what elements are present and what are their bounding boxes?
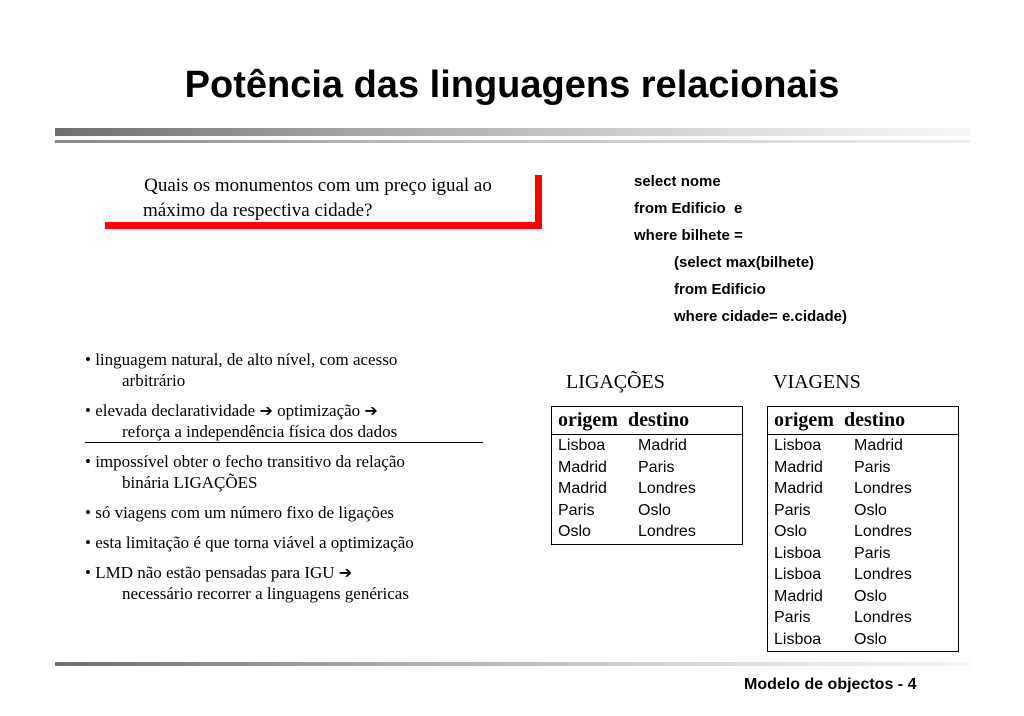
destino-cell: Oslo bbox=[854, 501, 887, 519]
slide-title: Potência das linguagens relacionais bbox=[184, 64, 840, 106]
bullet-item: • só viagens com um número fixo de ligações bbox=[85, 503, 395, 522]
origem-cell: Lisboa bbox=[774, 437, 822, 454]
sql-query bbox=[634, 168, 847, 330]
destino-cell: Madrid bbox=[854, 437, 903, 454]
origem-cell: Madrid bbox=[558, 480, 607, 497]
top-rule bbox=[55, 128, 970, 136]
origem-cell: Lisboa bbox=[558, 437, 606, 454]
table-header: origem destino bbox=[768, 407, 958, 435]
origem-cell: Lisboa bbox=[774, 630, 822, 648]
sql-line: from Edificio e bbox=[634, 200, 743, 217]
table-row bbox=[768, 586, 958, 608]
table-row bbox=[768, 478, 958, 500]
destino-cell: Paris bbox=[638, 458, 675, 476]
destino-cell: Londres bbox=[638, 480, 696, 497]
table-header: origem destino bbox=[552, 407, 742, 435]
destino-cell: Paris bbox=[854, 544, 891, 562]
sql-line: (select max(bilhete) bbox=[674, 254, 815, 271]
table-row bbox=[768, 457, 958, 479]
origem-cell: Madrid bbox=[774, 458, 823, 476]
bullet-item: • LMD não estão pensadas para IGU ➔ necessário recorrer a linguagens genéricas bbox=[85, 563, 409, 603]
destino-cell: Londres bbox=[854, 609, 912, 626]
sql-line: where cidade= e.cidade) bbox=[674, 308, 847, 325]
arrow-right-icon: ➔ bbox=[259, 401, 273, 420]
destino-cell: Madrid bbox=[638, 437, 687, 454]
destino-cell: Londres bbox=[854, 566, 912, 583]
footer-text: Modelo de objectos - 4 bbox=[744, 676, 917, 693]
origem-cell: Madrid bbox=[558, 458, 607, 476]
origem-cell: Madrid bbox=[774, 587, 823, 605]
origem-cell: Oslo bbox=[558, 523, 591, 540]
origem-cell: Paris bbox=[774, 501, 811, 519]
red-bracket-vertical bbox=[535, 175, 542, 229]
question-text bbox=[88, 173, 538, 223]
destino-cell: Londres bbox=[854, 523, 912, 540]
origem-cell: Paris bbox=[558, 501, 595, 519]
bullet-item: • elevada declaratividade ➔ optimização ➔ reforça a independência física dos dados bbox=[85, 401, 398, 441]
table-row bbox=[768, 435, 958, 457]
table-row bbox=[768, 521, 958, 543]
destino-cell: Londres bbox=[638, 523, 696, 540]
table-row bbox=[552, 478, 742, 500]
destino-cell: Oslo bbox=[854, 630, 887, 648]
table-row bbox=[552, 521, 742, 543]
destino-cell: Oslo bbox=[854, 587, 887, 605]
top-rule-thin bbox=[55, 140, 970, 143]
destino-cell: Oslo bbox=[638, 501, 671, 519]
origem-cell: Paris bbox=[774, 609, 811, 626]
table-row bbox=[768, 543, 958, 565]
table-row bbox=[552, 500, 742, 522]
table-row bbox=[768, 500, 958, 522]
table-row bbox=[552, 457, 742, 479]
bullet-item: • linguagem natural, de alto nível, com acesso arbitrário bbox=[85, 350, 398, 390]
destino-cell: Paris bbox=[854, 458, 891, 476]
viagens-label: VIAGENS bbox=[773, 371, 861, 393]
bullet-list bbox=[85, 349, 485, 613]
destino-cell: Londres bbox=[854, 480, 912, 497]
ligacoes-label: LIGAÇÕES bbox=[566, 371, 665, 393]
table-row bbox=[768, 629, 958, 651]
ligacoes-table bbox=[551, 406, 743, 545]
origem-cell: Madrid bbox=[774, 480, 823, 497]
sql-line: where bilhete = bbox=[634, 227, 743, 244]
origem-cell: Oslo bbox=[774, 523, 807, 540]
sql-line: select nome bbox=[634, 173, 721, 190]
origem-cell: Lisboa bbox=[774, 566, 822, 583]
arrow-right-icon: ➔ bbox=[364, 401, 378, 420]
question-line-1: Quais os monumentos com um preço igual ao bbox=[144, 175, 492, 196]
table-row bbox=[768, 607, 958, 629]
viagens-table bbox=[767, 406, 959, 652]
bullet-item: • esta limitação é que torna viável a optimização bbox=[85, 533, 414, 552]
sql-line: from Edificio bbox=[674, 281, 766, 298]
question-line-2: máximo da respectiva cidade? bbox=[143, 200, 373, 221]
arrow-right-icon: ➔ bbox=[338, 563, 353, 582]
origem-cell: Lisboa bbox=[774, 544, 822, 562]
divider-line bbox=[85, 442, 483, 443]
table-row bbox=[552, 435, 742, 457]
bullet-item: • impossível obter o fecho transitivo da relação binária LIGAÇÕES bbox=[85, 452, 405, 492]
bottom-rule bbox=[55, 662, 970, 666]
table-row bbox=[768, 564, 958, 586]
red-bracket-horizontal bbox=[105, 222, 542, 229]
